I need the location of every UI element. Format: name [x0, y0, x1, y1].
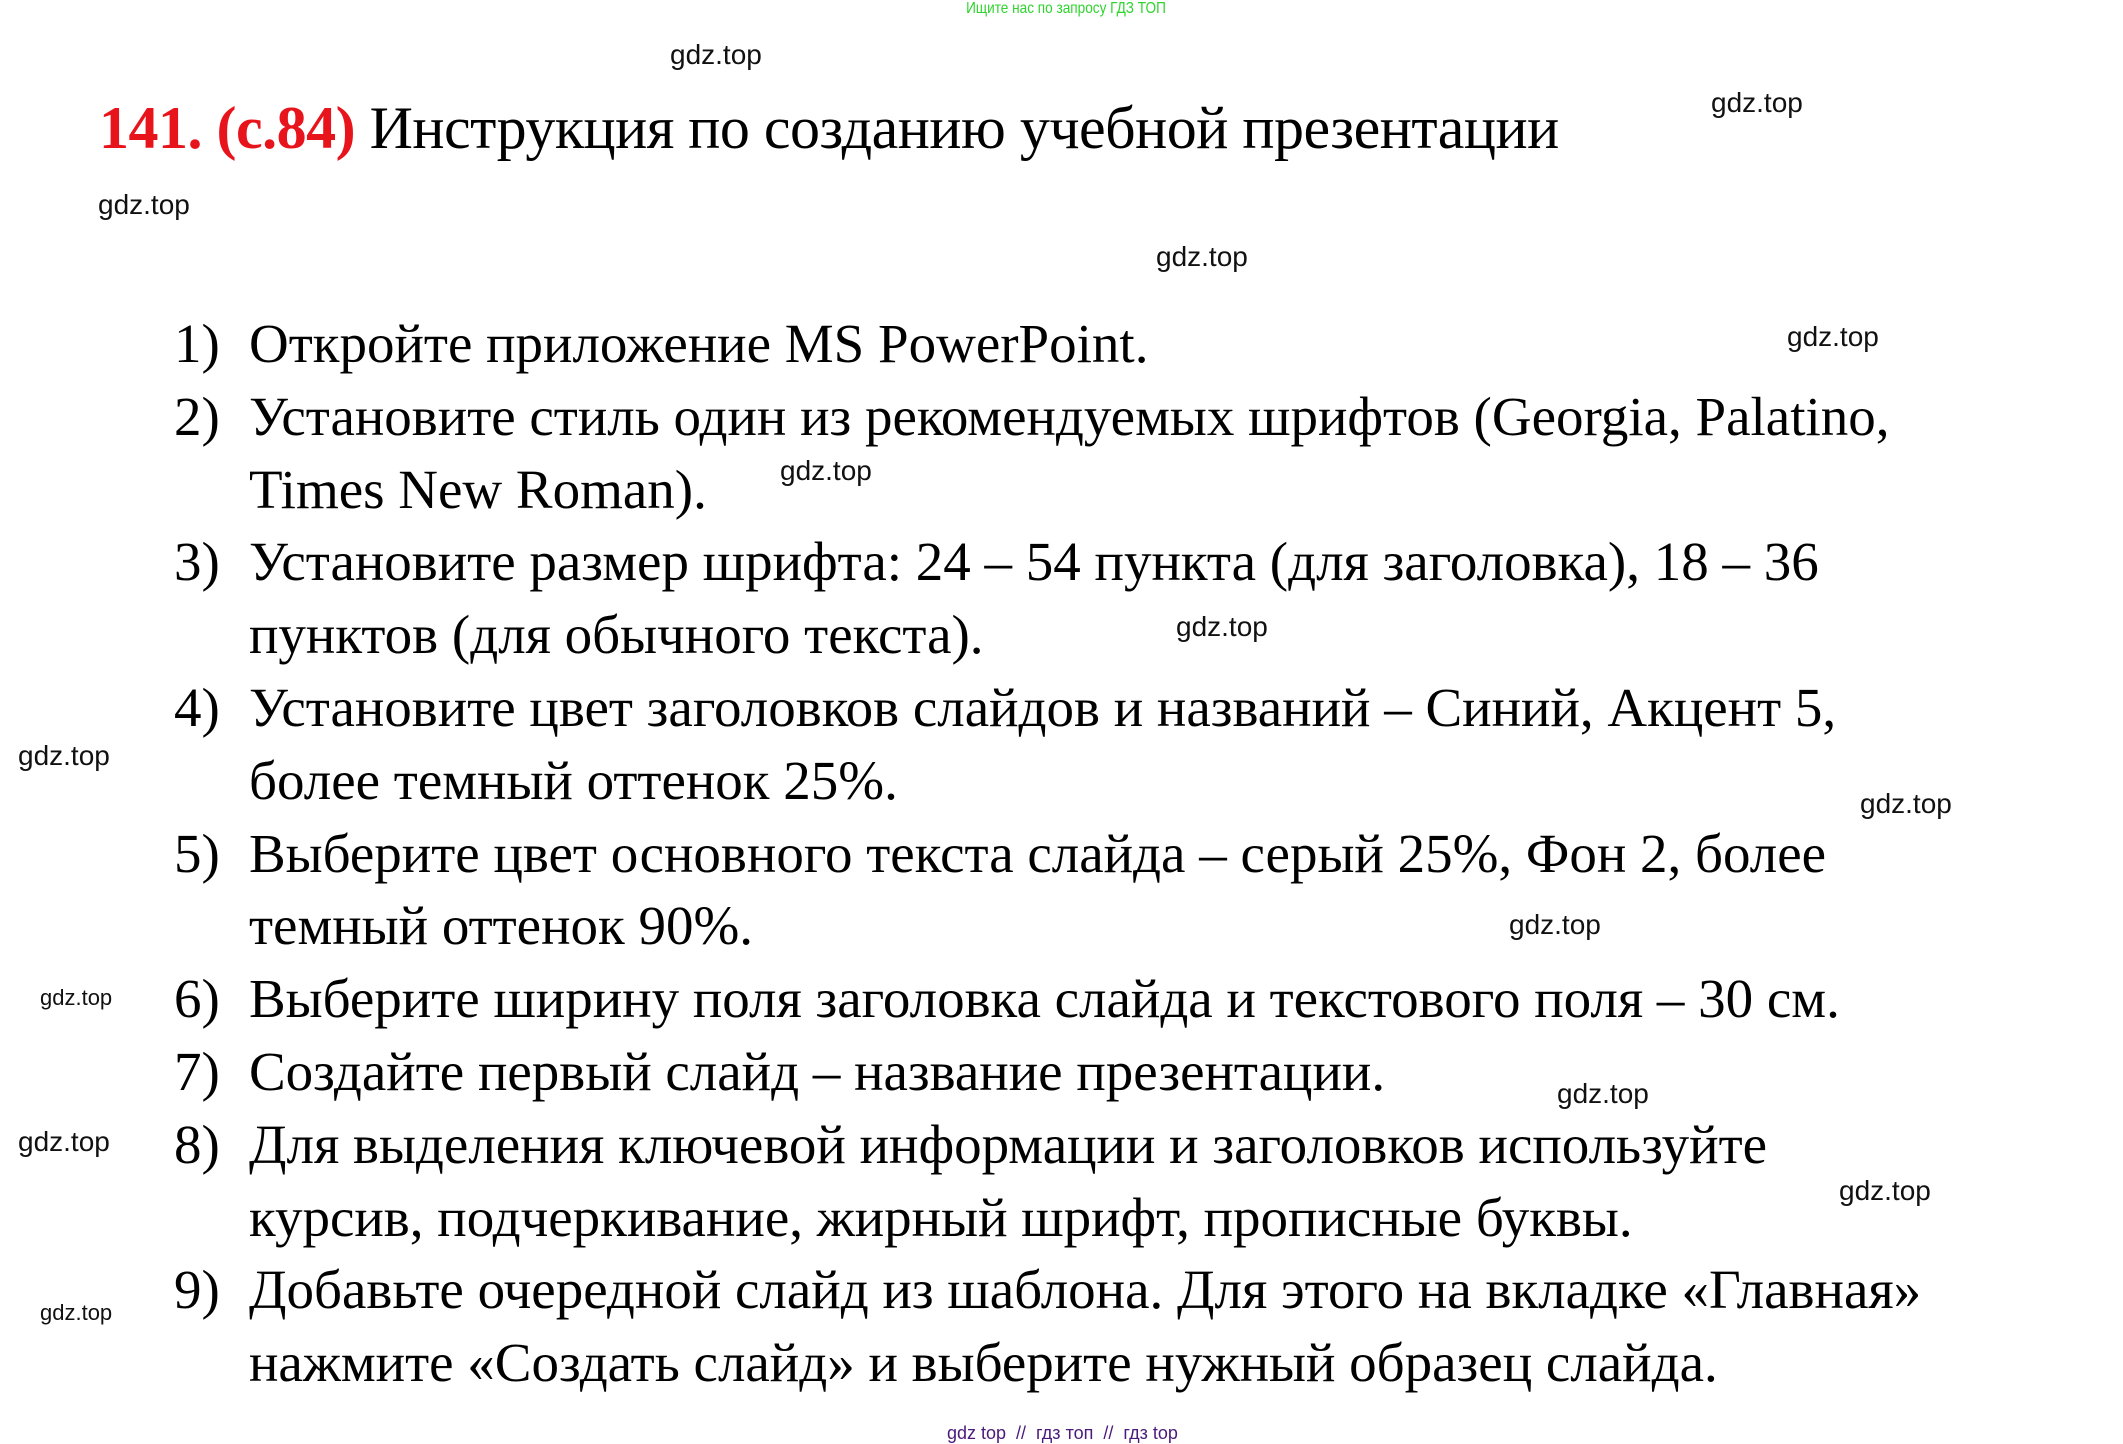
title-text: Инструкция по созданию учебной презентации: [369, 95, 1559, 161]
list-item-text: пунктов (для обычного текста).: [249, 604, 984, 666]
list-item-number: 3): [174, 531, 220, 593]
watermark-text: gdz.top: [1176, 611, 1268, 642]
list-item-text: курсив, подчеркивание, жирный шрифт, прописные буквы.: [249, 1186, 1633, 1248]
list-item-text: Установите стиль один из рекомендуемых шрифтов (Georgia, Palatino,: [249, 385, 1890, 447]
watermark-text: gdz.top: [18, 1126, 110, 1157]
watermark-text: gdz.top: [98, 189, 190, 220]
page-title: [99, 94, 1559, 163]
list-item-number: 7): [174, 1041, 220, 1102]
watermark-text: gdz.top: [1509, 909, 1601, 940]
list-item-number: 2): [174, 385, 220, 447]
watermark-text: gdz.top: [780, 455, 872, 486]
list-item-text: более темный оттенок 25%.: [249, 749, 898, 811]
list-item-text: Добавьте очередной слайд из шаблона. Для этого на вкладке «Главная»: [249, 1259, 1922, 1321]
list-item-number: 5): [174, 822, 220, 884]
watermark-text: gdz.top: [40, 1300, 113, 1325]
list-item-text: Откройте приложение MS PowerPoint.: [249, 313, 1149, 374]
watermark-text: gdz.top: [1839, 1175, 1931, 1206]
list-item-text: нажмите «Создать слайд» и выберите нужный образец слайда.: [249, 1332, 1718, 1394]
watermark-text: gdz.top: [1711, 87, 1803, 118]
list-item-text: Установите размер шрифта: 24 – 54 пункта (для заголовка), 18 – 36: [249, 531, 1819, 593]
watermark-text: gdz.top: [18, 740, 110, 771]
list-item-text: Times New Roman).: [249, 458, 707, 520]
watermark-text: gdz.top: [1860, 788, 1952, 819]
list-item-number: 9): [174, 1259, 220, 1321]
watermark-text: gdz.top: [1156, 241, 1248, 272]
list-item-text: Создайте первый слайд – название презентации.: [249, 1041, 1386, 1102]
list-item-text: темный оттенок 90%.: [249, 895, 754, 957]
list-item-text: Установите цвет заголовков слайдов и названий – Синий, Акцент 5,: [249, 677, 1837, 738]
footer-links: gdz top // гдз топ // гдз top: [947, 1423, 1178, 1443]
list-item-text: Для выделения ключевой информации и заголовков используйте: [249, 1113, 1768, 1175]
watermark-text: gdz.top: [40, 985, 113, 1010]
list-item-text: Выберите ширину поля заголовка слайда и текстового поля – 30 см.: [249, 968, 1840, 1030]
watermark-text: gdz.top: [1557, 1078, 1649, 1109]
list-item-number: 6): [174, 968, 220, 1030]
list-item-number: 8): [174, 1113, 220, 1175]
watermark-text: gdz.top: [670, 39, 762, 70]
list-item-text: Выберите цвет основного текста слайда – серый 25%, Фон 2, более: [249, 822, 1827, 884]
watermark-text: gdz.top: [1787, 321, 1879, 352]
list-item-number: 1): [174, 313, 220, 374]
exercise-number: 141. (с.84): [99, 95, 356, 161]
list-item-number: 4): [174, 677, 220, 738]
search-hint-banner: Ищите нас по запросу ГДЗ ТОП: [966, 0, 1166, 17]
